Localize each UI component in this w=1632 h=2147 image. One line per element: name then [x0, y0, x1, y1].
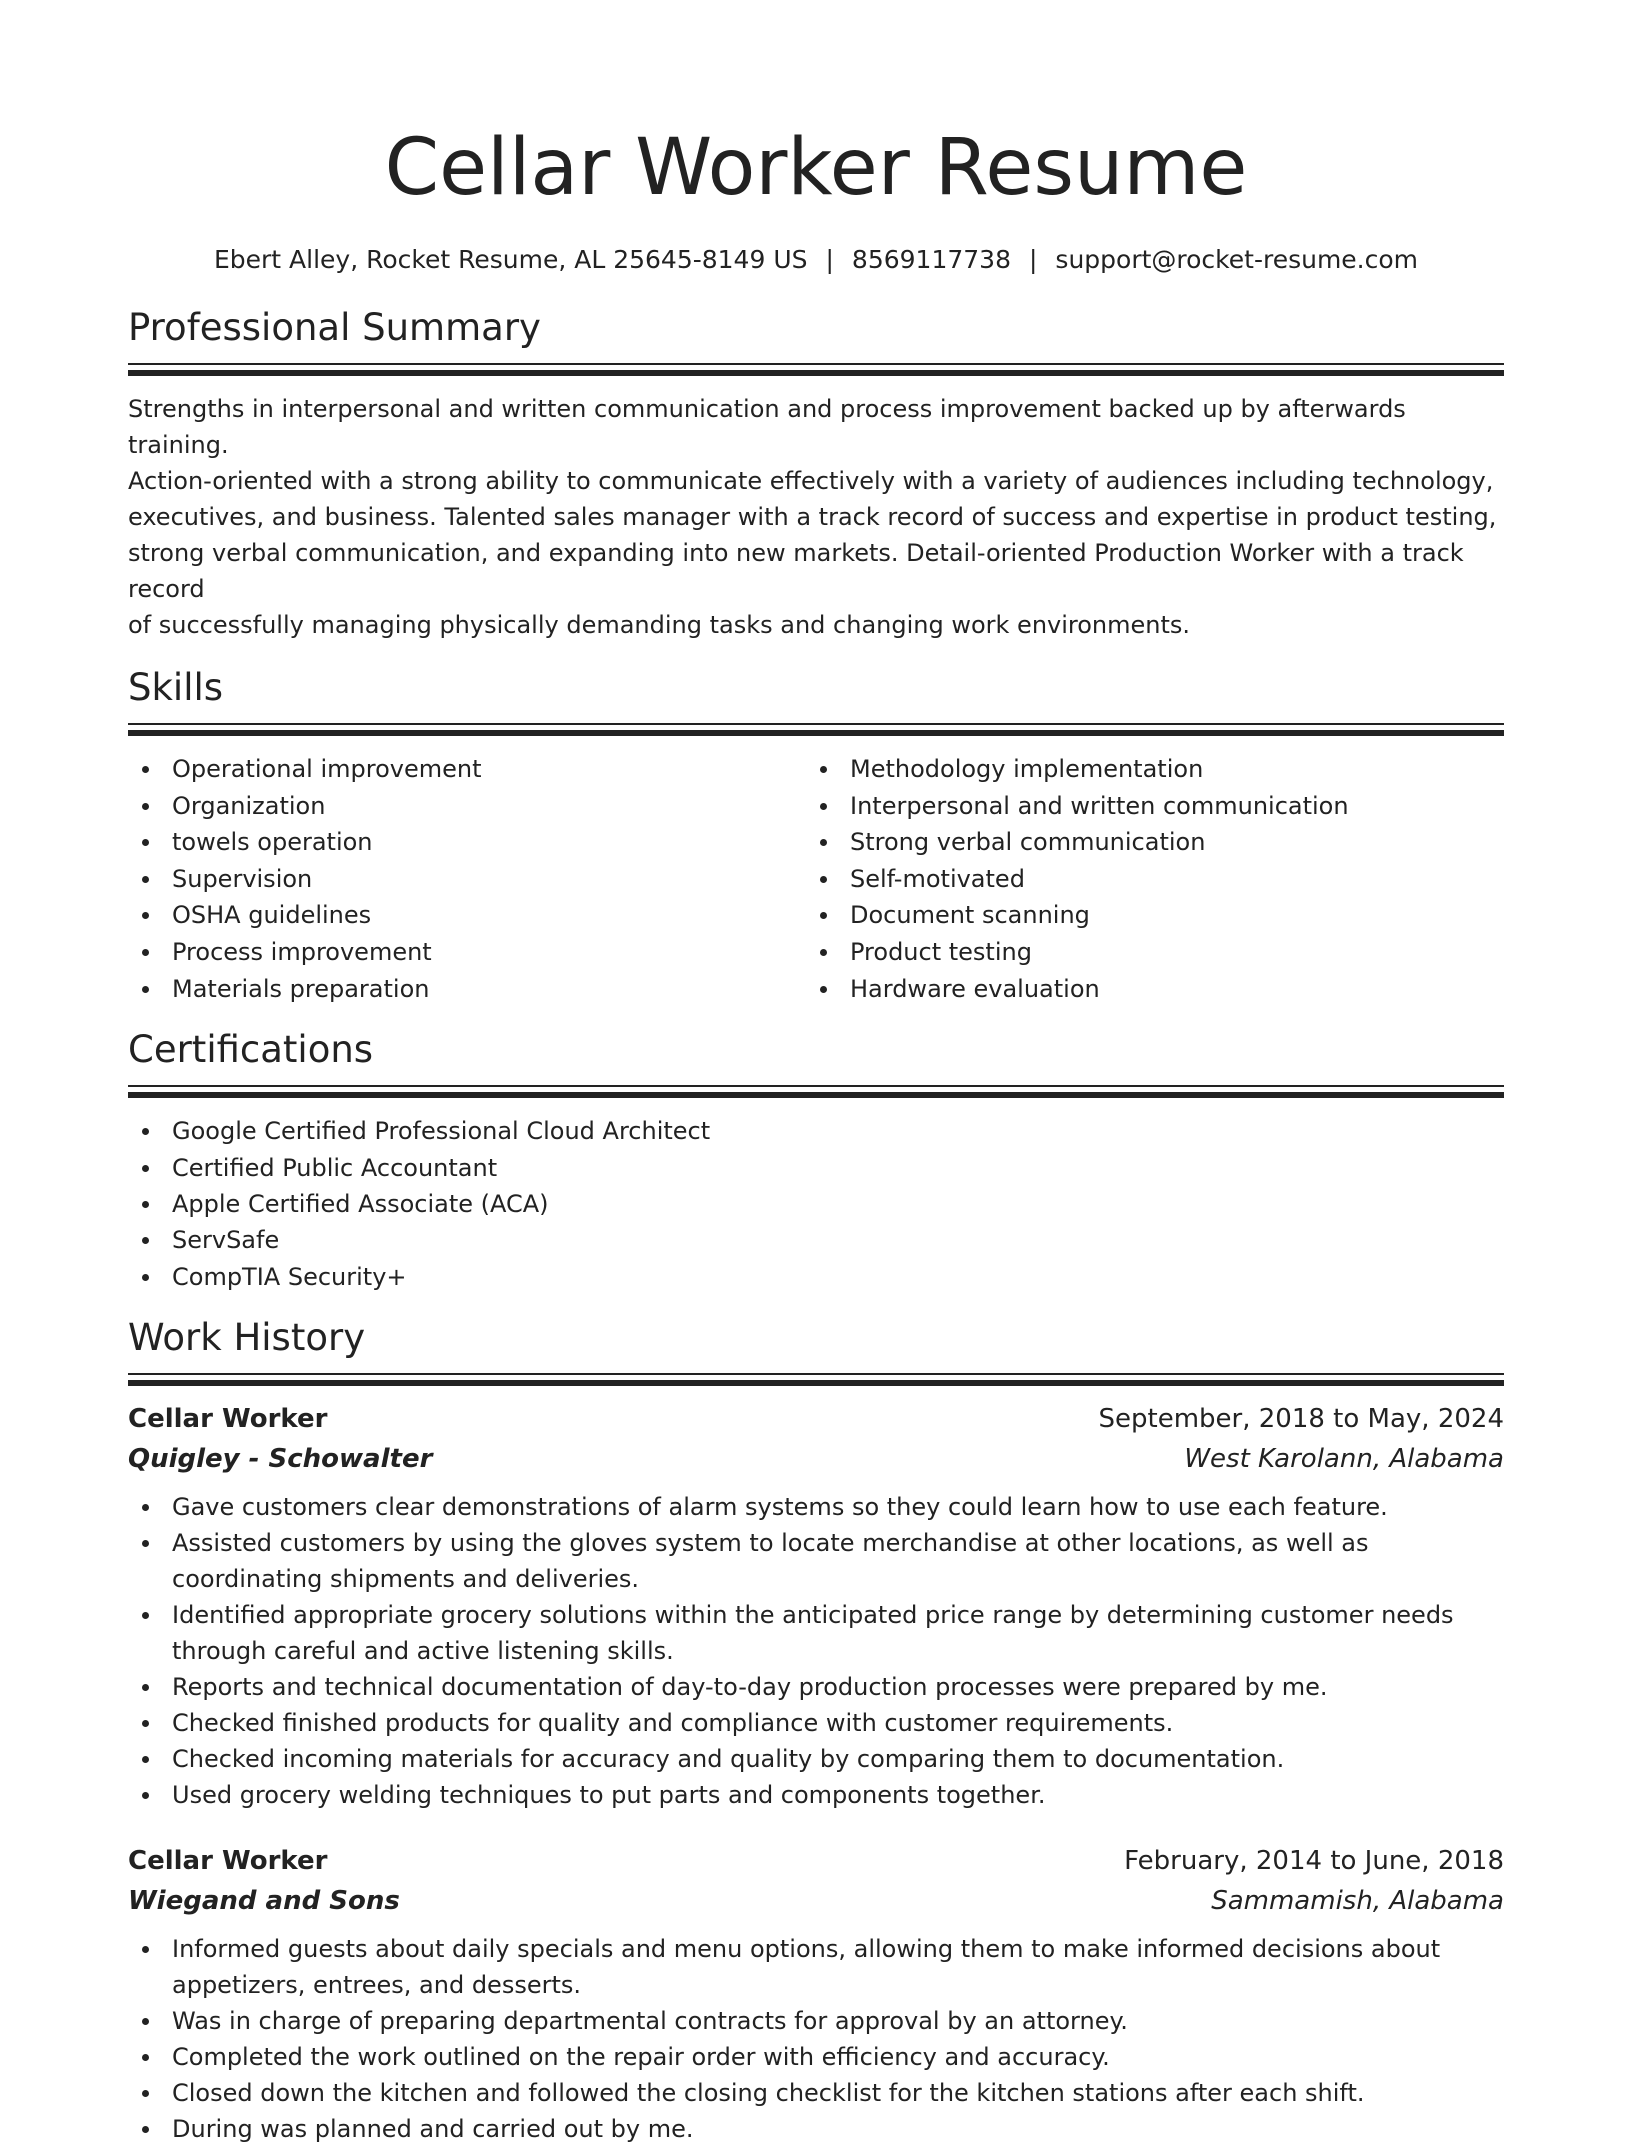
certification-item: Apple Certified Associate (ACA) [128, 1186, 1504, 1222]
job-bullet: Checked finished products for quality and compliance with customer requirements. [128, 1705, 1504, 1741]
job-bullet: Checked incoming materials for accuracy and quality by comparing them to documentation. [128, 1741, 1504, 1777]
resume-content [128, 0, 1504, 2147]
summary-line: of successfully managing physically demanding tasks and changing work environments. [128, 611, 1191, 639]
job-entry [128, 1841, 1504, 2147]
skill-item: Methodology implementation [806, 751, 1484, 788]
certification-item: CompTIA Security+ [128, 1259, 1504, 1295]
summary-section [128, 305, 1504, 643]
job-header [128, 1841, 1504, 1881]
job-subheader [128, 1439, 1504, 1479]
job-header [128, 1399, 1504, 1439]
skill-item: Interpersonal and written communication [806, 788, 1484, 825]
summary-text [128, 391, 1504, 643]
section-divider [128, 1373, 1504, 1387]
skill-item: Strong verbal communication [806, 824, 1484, 861]
skill-item: OSHA guidelines [128, 897, 806, 934]
job-bullet: Assisted customers by using the gloves system to locate merchandise at other locations, as well as coordinating shipments and deliveries. [128, 1525, 1504, 1597]
section-divider [128, 363, 1504, 377]
section-heading-work-history: Work History [128, 1316, 366, 1360]
resume-title: Cellar Worker Resume [384, 123, 1248, 213]
certification-item: ServSafe [128, 1222, 1504, 1258]
section-heading-skills: Skills [128, 666, 224, 709]
skill-item: Operational improvement [128, 751, 806, 788]
section-divider [128, 1085, 1504, 1099]
job-bullet: During was planned and carried out by me. [128, 2111, 1504, 2147]
skills-list-right [806, 751, 1484, 1007]
job-bullet-list [128, 1489, 1504, 1813]
section-heading-certifications: Certifications [128, 1028, 374, 1072]
job-dates: September, 2018 to May, 2024 [1098, 1404, 1504, 1435]
job-title: Cellar Worker [128, 1404, 328, 1435]
job-bullet: Reports and technical documentation of day-to-day production processes were prepared by me. [128, 1669, 1504, 1705]
skills-columns [128, 751, 1504, 1007]
contact-separator: | [1028, 245, 1038, 274]
section-heading-summary: Professional Summary [128, 306, 541, 349]
section-divider [128, 723, 1504, 737]
job-bullet: Was in charge of preparing departmental contracts for approval by an attorney. [128, 2003, 1504, 2039]
skills-list-left [128, 751, 806, 1007]
skill-item: Materials preparation [128, 971, 806, 1008]
skill-item: Organization [128, 788, 806, 825]
job-location: West Karolann, Alabama [1184, 1444, 1504, 1475]
job-bullet: Gave customers clear demonstrations of alarm systems so they could learn how to use each feature. [128, 1489, 1504, 1525]
contact-phone: 8569117738 [851, 245, 1011, 274]
skill-item: Hardware evaluation [806, 971, 1484, 1008]
job-company: Quigley - Schowalter [128, 1444, 433, 1475]
skill-item: Product testing [806, 934, 1484, 971]
skill-item: Supervision [128, 861, 806, 898]
contact-separator: | [825, 245, 834, 274]
job-bullet: Completed the work outlined on the repair order with efficiency and accuracy. [128, 2039, 1504, 2075]
job-location: Sammamish, Alabama [1211, 1886, 1504, 1917]
summary-line: strong verbal communication, and expanding into new markets. Detail-oriented Production Worker with a track record [128, 539, 1464, 603]
contact-email: support@rocket-resume.com [1055, 245, 1419, 274]
summary-line: Strengths in interpersonal and written communication and process improvement backed up by afterwards training. [128, 395, 1406, 459]
certification-item: Certified Public Accountant [128, 1150, 1504, 1186]
skill-item: Document scanning [806, 897, 1484, 934]
job-company: Wiegand and Sons [128, 1886, 400, 1917]
skill-item: Self-motivated [806, 861, 1484, 898]
contact-line [128, 242, 1504, 278]
job-entry [128, 1399, 1504, 1813]
certifications-section [128, 1027, 1504, 1295]
job-bullet: Identified appropriate grocery solutions within the anticipated price range by determining customer needs through careful and active listening skills. [128, 1597, 1504, 1669]
job-title: Cellar Worker [128, 1846, 328, 1877]
contact-address: Ebert Alley, Rocket Resume, AL 25645-8149 US [213, 245, 808, 274]
skill-item: Process improvement [128, 934, 806, 971]
work-history-section [128, 1315, 1504, 2147]
job-bullet: Informed guests about daily specials and menu options, allowing them to make informed decisions about appetizers, entrees, and desserts. [128, 1931, 1504, 2003]
job-subheader [128, 1881, 1504, 1921]
skills-section [128, 665, 1504, 1007]
job-bullet-list [128, 1931, 1504, 2147]
certifications-list [128, 1113, 1504, 1295]
summary-line: Action-oriented with a strong ability to communicate effectively with a variety of audiences including technology, [128, 467, 1494, 495]
job-dates: February, 2014 to June, 2018 [1124, 1846, 1504, 1877]
certification-item: Google Certified Professional Cloud Architect [128, 1113, 1504, 1149]
skill-item: towels operation [128, 824, 806, 861]
job-bullet: Closed down the kitchen and followed the closing checklist for the kitchen stations after each shift. [128, 2075, 1504, 2111]
summary-line: executives, and business. Talented sales manager with a track record of success and expertise in product testing, [128, 503, 1497, 531]
job-bullet: Used grocery welding techniques to put parts and components together. [128, 1777, 1504, 1813]
